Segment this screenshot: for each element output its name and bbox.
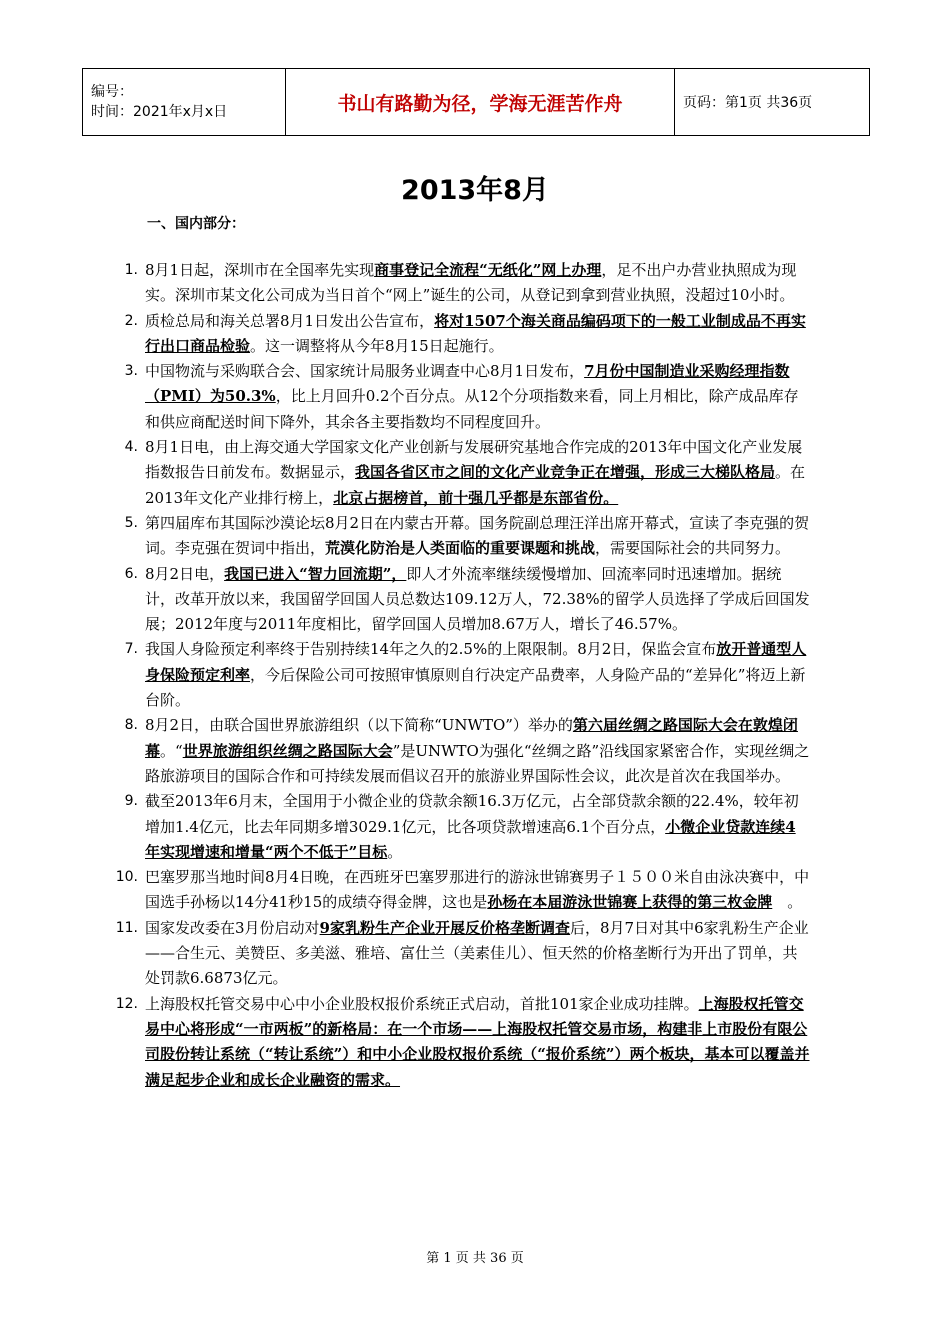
news-list [110,258,810,1093]
section-heading: 一、国内部分： [147,216,245,232]
code-label: 编号： [91,84,133,100]
body-text: 8月1日电，由上海交通大学国家文化产业创新与发展研究基地合作完成的2013年中国文化产业发展指数报告日前发布。数据显示， [145,438,803,482]
page-footer: 第 1 页 共 36 页 [426,1251,524,1266]
body-text: 即人才外流率继续缓慢增加、回流率同时迅速增加。据统计，改革开放以来，我国留学回国人员总数达109.12万人，72.38%的留学人员选择了学成后回国发展；2012年度与2011年度相比，留学回国人员增加8.67万人，增长了46.57%。 [145,564,810,634]
body-text: 。这一调整将从今年8月15日起施行。 [250,336,504,355]
list-item [110,992,810,1093]
body-text: 质检总局和海关总署8月1日发出公告宣布， [145,311,435,330]
body-text: 中国物流与采购联合会、国家统计局服务业调查中心8月1日发布， [145,362,585,381]
list-item [110,789,810,865]
body-text: 国家发改委在3月份启动对 [145,918,320,937]
body-text: ，比上月回升0.2个百分点。从12个分项指数来看，同上月相比，除产成品库存和供应商配送时间下降外，其余各主要指数均不同程度回升。 [145,387,799,431]
list-item-number: 12. [115,995,138,1012]
list-item [110,359,810,435]
list-item [110,916,810,992]
list-item-number: 1. [124,262,138,278]
list-item [110,562,810,638]
body-text: 。 [387,842,403,861]
list-item-number: 2. [124,312,138,329]
list-item-number: 10. [115,869,138,886]
highlighted-text: 将对1507个海关商品编码项下的一般工业制成品不再实行出口商品检验 [145,311,806,355]
bold-text: 荒漠化防治是人类面临的重要课题和挑战 [325,539,596,558]
highlighted-text: 放开普通型人身保险预定利率 [145,640,807,684]
list-item [110,865,810,916]
list-item-number: 11. [115,919,138,936]
highlighted-text: 7月份中国制造业采购经理指数（PMI）为50.3% [145,362,790,406]
highlighted-text: 世界旅游组织丝绸之路国际大会 [182,741,393,760]
highlighted-text: 小微企业贷款连续4年实现增速和增量“两个不低于”目标 [145,817,796,861]
highlighted-text: 上海股权托管交易中心将形成“一市两板”的新格局：在一个市场——上海股权托管交易市场，构建非上市股份有限公司股份转让系统（“转让系统”）和中小企业股权报价系统（“报价系统”）两个板块，基本可以覆盖并满足起步企业和成长企业融资的需求。 [145,994,810,1089]
highlighted-text: 我国各省区市之间的文化产业竞争正在增强，形成三大梯队格局 [355,463,776,482]
highlighted-text: 9家乳粉生产企业开展反价格垄断调查 [319,918,570,937]
list-item [110,713,810,789]
list-item [110,511,810,562]
list-item-number: 4. [124,439,138,456]
body-text: 第四届库布其国际沙漠论坛8月2日在内蒙古开幕。国务院副总理汪洋出席开幕式，宣读了李克强的贺词。李克强在贺词中指出， [145,513,810,558]
page-title: 2013年8月 [401,175,549,206]
document-header [82,68,870,136]
body-text: 。“ [160,741,183,760]
body-text: ”是UNWTO为强化“丝绸之路”沿线国家紧密合作，实现丝绸之路旅游项目的国际合作和可持续发展而倡议召开的旅游业界国际性会议，此次是首次在我国举办。 [145,741,810,785]
list-item-number: 6. [124,565,138,582]
list-item [110,258,810,309]
body-text: 。在2013年文化产业排行榜上， [145,463,806,507]
body-text: 上海股权托管交易中心中小企业股权报价系统正式启动，首批101家企业成功挂牌。 [145,994,699,1013]
highlighted-text: 商事登记全流程“无纸化”网上办理 [374,261,602,279]
body-text: 8月2日电， [145,564,225,583]
highlighted-text: 第六届丝绸之路国际大会在敦煌闭幕 [145,716,798,760]
body-text: 8月1日起，深圳市在全国率先实现 [145,261,375,279]
list-item-number: 8. [124,717,138,734]
body-text: 。 [772,893,803,912]
highlighted-text: 我国已进入“智力回流期”， [224,564,407,583]
list-item-number: 3. [124,363,138,380]
header-meta [83,69,286,136]
highlighted-text: 北京占据榜首，前十强几乎都是东部省份。 [333,488,619,507]
list-item [110,309,810,360]
body-text: 8月2日，由联合国世界旅游组织（以下简称“UNWTO”）举办的 [145,716,573,735]
body-text: ，需要国际社会的共同努力。 [595,539,791,558]
list-item [110,435,810,511]
body-text: ，今后保险公司可按照审慎原则自行决定产品费率，人身险产品的“差异化”将迈上新台阶。 [145,665,806,710]
list-item [110,637,810,713]
header-page-info: 页码：第1页 共36页 [675,69,870,136]
body-text: 后，8月7日对其中6家乳粉生产企业——合生元、美赞臣、多美滋、雅培、富仕兰（美素佳儿）、恒天然的价格垄断行为开出了罚单，共处罚款6.6873亿元。 [145,918,809,988]
body-text: 我国人身险预定利率终于告别持续14年之久的2.5%的上限限制。8月2日，保监会宣布 [145,640,717,659]
header-motto: 书山有路勤为径，学海无涯苦作舟 [286,69,675,136]
list-item-number: 9. [124,793,138,810]
list-item-number: 5. [124,514,138,531]
body-text: 巴塞罗那当地时间8月4日晚，在西班牙巴塞罗那进行的游泳世锦赛男子１５００米自由泳决赛中，中国选手孙杨以14分41秒15的成绩夺得金牌，这也是 [145,868,810,912]
highlighted-text: 孙杨在本届游泳世锦赛上获得的第三枚金牌 [487,893,773,912]
list-item-number: 7. [124,641,138,658]
body-text: 截至2013年6月末，全国用于小微企业的贷款余额16.3万亿元，占全部贷款余额的22.4%，较年初增加1.4亿元，比去年同期多增3029.1亿元，比各项贷款增速高6.1个百分点， [145,792,799,836]
time-label: 时间：2021年x月x日 [91,104,228,120]
body-text: ，足不出户办营业执照成为现实。深圳市某文化公司成为当日首个“网上”诞生的公司，从登记到拿到营业执照，没超过10小时。 [145,261,797,305]
